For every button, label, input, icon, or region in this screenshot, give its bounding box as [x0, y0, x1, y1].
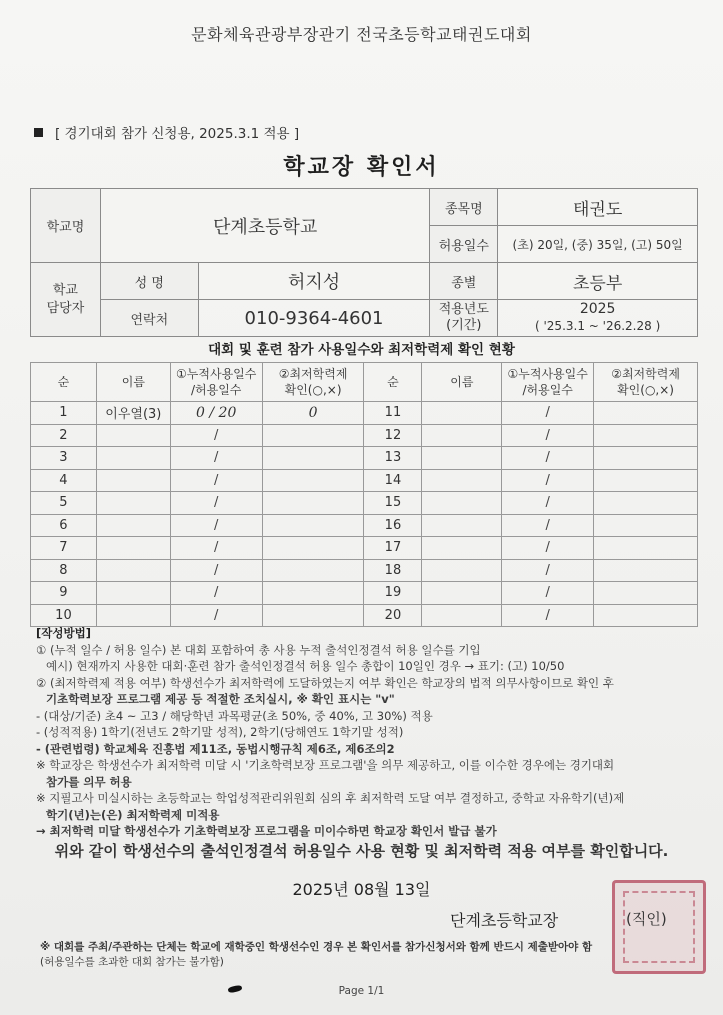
row-no: 4	[31, 469, 97, 492]
row-name-right	[422, 582, 502, 605]
row-days: /	[170, 604, 262, 627]
row-check-right	[594, 447, 698, 470]
row-name-right	[422, 469, 502, 492]
row-name-right	[422, 402, 502, 425]
instruction-line: 학기(년)는(은) 최저학력제 미적용	[46, 807, 220, 822]
row-days-right: /	[502, 514, 594, 537]
row-days-right: /	[502, 447, 594, 470]
row-no: 6	[31, 514, 97, 537]
col-academic-right: ②최저학력제 확인(○,×)	[594, 363, 698, 402]
row-check	[262, 447, 364, 470]
row-name	[96, 604, 170, 627]
instruction-line: - (성적적용) 1학기(전년도 2학기말 성적), 2학기(당해연도 1학기말 성적)	[36, 725, 404, 739]
row-check	[262, 424, 364, 447]
year-value: 2025	[579, 301, 616, 317]
section-heading: 대회 및 훈련 참가 사용일수와 최저학력제 확인 현황	[208, 342, 515, 358]
instruction-line: ① (누적 일수 / 허용 일수) 본 대회 포함하여 총 사용 누적 출석인정결석 허용 일수를 기입	[36, 642, 481, 657]
row-days-right: /	[502, 582, 594, 605]
row-no-right: 12	[364, 424, 422, 447]
year-cell	[498, 300, 698, 337]
table-row	[31, 537, 698, 560]
row-name	[96, 514, 170, 537]
table-row	[31, 559, 698, 582]
instruction-line: 예시) 현재까지 사용한 대회·훈련 참가 출석인정결석 허용 일수 총합이 10일인 경우 → 표기: (고) 10/50	[46, 659, 565, 673]
category-label: 종별	[430, 263, 498, 300]
footnote-line: (허용일수를 초과한 대회 참가는 불가함)	[40, 956, 224, 968]
event-title: 문화체육관광부장관기 전국초등학교태권도대회	[191, 25, 532, 44]
row-days: /	[170, 537, 262, 560]
row-name: 이우열(3)	[96, 402, 170, 425]
row-days: /	[170, 469, 262, 492]
row-no-right: 14	[364, 469, 422, 492]
row-days: /	[170, 514, 262, 537]
col-name-right: 이름	[422, 363, 502, 402]
instructions	[36, 625, 696, 840]
row-no: 2	[31, 424, 97, 447]
row-no: 7	[31, 537, 97, 560]
footnote	[40, 940, 690, 970]
form-note-text: [ 경기대회 참가 신청용, 2025.3.1 적용 ]	[55, 126, 300, 142]
table-row	[31, 402, 698, 425]
confirmation-statement: 위와 같이 학생선수의 출석인정결석 허용일수 사용 현황 및 최저학력 적용 여부를 확인합니다.	[54, 842, 669, 860]
row-check	[262, 492, 364, 515]
row-days: /	[170, 447, 262, 470]
row-no: 5	[31, 492, 97, 515]
row-name	[96, 582, 170, 605]
row-no: 9	[31, 582, 97, 605]
row-days-right: /	[502, 559, 594, 582]
row-name-right	[422, 604, 502, 627]
school-info-table	[30, 188, 698, 337]
instruction-line: - (관련법령) 학교체육 진흥법 제11조, 동법시행규칙 제6조, 제6조의2	[36, 741, 395, 756]
col-academic: ②최저학력제 확인(○,×)	[262, 363, 364, 402]
row-name-right	[422, 492, 502, 515]
athlete-table-header	[31, 363, 698, 402]
table-row	[31, 492, 698, 515]
row-no: 3	[31, 447, 97, 470]
row-check	[262, 469, 364, 492]
row-name	[96, 447, 170, 470]
row-days-right: /	[502, 492, 594, 515]
footnote-line: ※ 대회를 주최/주관하는 단체는 학교에 재학중인 학생선수인 경우 본 확인서를 참가신청서와 함께 반드시 제출받아야 함	[40, 941, 593, 953]
row-no-right: 20	[364, 604, 422, 627]
bullet-square-icon	[34, 128, 43, 137]
person-in-charge-label: 학교 담당자	[31, 263, 101, 337]
athlete-table	[30, 362, 698, 627]
row-no: 8	[31, 559, 97, 582]
row-name-right	[422, 514, 502, 537]
col-no: 순	[31, 363, 97, 402]
row-check	[262, 514, 364, 537]
table-row	[31, 424, 698, 447]
sport-value: 태권도	[498, 189, 698, 226]
row-check	[262, 604, 364, 627]
instruction-line: ※ 지필고사 미실시하는 초등학교는 학업성적관리위원회 심의 후 최저학력 도달 여부 결정하고, 중학교 자유학기(년)제	[36, 791, 625, 805]
instruction-line: ② (최저학력제 적용 여부) 학생선수가 최저학력에 도달하였는지 여부 확인은 학교장의 법적 의무사항이므로 확인 후	[36, 675, 614, 690]
row-check-right	[594, 582, 698, 605]
row-check	[262, 582, 364, 605]
table-row	[31, 582, 698, 605]
row-days: /	[170, 582, 262, 605]
contact-label: 연락처	[100, 300, 198, 337]
school-value: 단계초등학교	[100, 189, 429, 263]
row-name	[96, 492, 170, 515]
document-title: 학교장 확인서	[283, 155, 440, 180]
row-days: 0 / 20	[170, 402, 262, 425]
row-name-right	[422, 424, 502, 447]
row-days-right: /	[502, 402, 594, 425]
row-name-right	[422, 447, 502, 470]
allowed-days-label: 허용일수	[430, 226, 498, 263]
row-name	[96, 424, 170, 447]
col-no-right: 순	[364, 363, 422, 402]
row-check: 0	[262, 402, 364, 425]
instruction-line: ※ 학교장은 학생선수가 최저학력 미달 시 '기초학력보장 프로그램'을 의무 제공하고, 이를 이수한 경우에는 경기대회	[36, 758, 615, 772]
name-value: 허지성	[198, 263, 430, 300]
row-check-right	[594, 424, 698, 447]
row-no-right: 13	[364, 447, 422, 470]
table-row	[31, 514, 698, 537]
row-no: 1	[31, 402, 97, 425]
school-label: 학교명	[31, 189, 101, 263]
row-no-right: 15	[364, 492, 422, 515]
instruction-line: - (대상/기준) 초4 ~ 고3 / 해당학년 과목평균(초 50%, 중 40%, 고 30%) 적용	[36, 708, 433, 723]
row-no: 10	[31, 604, 97, 627]
row-days-right: /	[502, 537, 594, 560]
row-name	[96, 469, 170, 492]
row-days: /	[170, 559, 262, 582]
instruction-line: 기초학력보장 프로그램 제공 등 적절한 조치실시, ※ 확인 표시는 "v"	[46, 692, 395, 706]
row-no-right: 11	[364, 402, 422, 425]
row-check-right	[594, 604, 698, 627]
row-check	[262, 559, 364, 582]
year-label: 적용년도 (기간)	[430, 300, 498, 337]
row-check-right	[594, 559, 698, 582]
col-days-right: ①누적사용일수 /허용일수	[502, 363, 594, 402]
category-value: 초등부	[498, 263, 698, 300]
row-check-right	[594, 514, 698, 537]
row-days-right: /	[502, 469, 594, 492]
row-name	[96, 559, 170, 582]
row-days-right: /	[502, 604, 594, 627]
instruction-line: 참가를 의무 허용	[46, 774, 132, 789]
form-note	[34, 122, 299, 142]
row-name-right	[422, 559, 502, 582]
row-check-right	[594, 469, 698, 492]
seal-label: (직인)	[626, 910, 667, 928]
row-name	[96, 537, 170, 560]
row-check-right	[594, 537, 698, 560]
allowed-days-value: (초) 20일, (중) 35일, (고) 50일	[498, 226, 698, 263]
row-check-right	[594, 402, 698, 425]
page-number: Page 1/1	[338, 985, 385, 997]
row-no-right: 18	[364, 559, 422, 582]
row-no-right: 19	[364, 582, 422, 605]
table-row	[31, 447, 698, 470]
principal-signature: 단계초등학교장	[450, 911, 559, 930]
instructions-heading: [작성방법]	[36, 626, 91, 640]
row-no-right: 17	[364, 537, 422, 560]
row-no-right: 16	[364, 514, 422, 537]
table-row	[31, 604, 698, 627]
row-days: /	[170, 424, 262, 447]
row-days-right: /	[502, 424, 594, 447]
sport-label: 종목명	[430, 189, 498, 226]
table-row	[31, 469, 698, 492]
col-name: 이름	[96, 363, 170, 402]
contact-value: 010-9364-4601	[198, 300, 430, 337]
row-name-right	[422, 537, 502, 560]
issue-date: 2025년 08월 13일	[292, 880, 431, 899]
row-days: /	[170, 492, 262, 515]
name-label: 성 명	[100, 263, 198, 300]
instruction-line: → 최저학력 미달 학생선수가 기초학력보장 프로그램을 미이수하면 학교장 확인서 발급 불가	[36, 824, 497, 838]
year-period: ( '25.3.1 ~ '26.2.28 )	[535, 319, 661, 333]
col-days: ①누적사용일수 /허용일수	[170, 363, 262, 402]
row-check-right	[594, 492, 698, 515]
row-check	[262, 537, 364, 560]
